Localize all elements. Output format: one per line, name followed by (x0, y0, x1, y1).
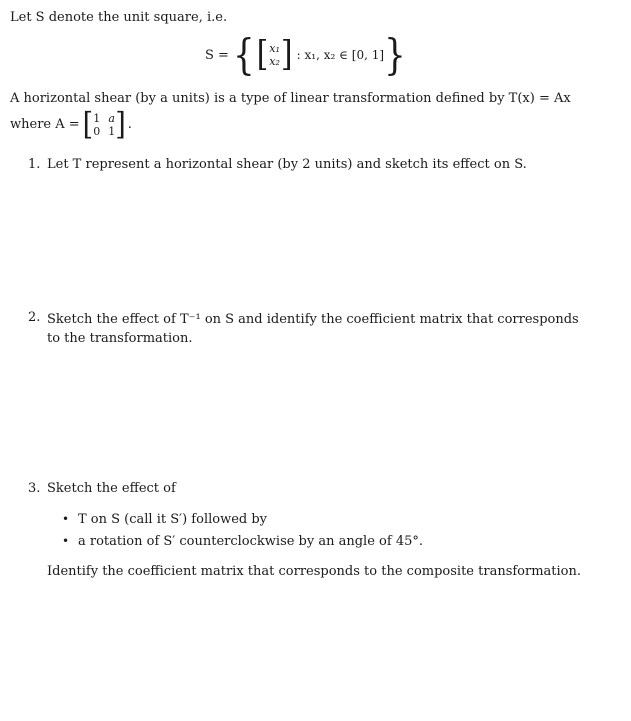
vector-x (256, 34, 293, 75)
matrix-entry: a (108, 111, 115, 125)
vector-entry-2: x₂ (269, 55, 280, 68)
problem-3-bullet-2: a rotation of S′ counterclockwise by an angle of 45°. (78, 534, 423, 549)
shear-definition: A horizontal shear (by a units) is a type of linear transformation defined by T(x) = Ax (10, 91, 571, 106)
intro-line: Let S denote the unit square, i.e. (10, 10, 228, 25)
problem-3-text: Sketch the effect of (47, 481, 176, 496)
bullet-icon: • (62, 534, 70, 548)
matrix-entry: 0 (93, 124, 101, 138)
where-label: where A = (10, 116, 80, 132)
shear-matrix (82, 106, 126, 143)
problem-3-followup: Identify the coefficient matrix that corresponds to the composite transformation. (47, 564, 582, 579)
right-bracket: ] (280, 34, 293, 75)
problem-1-text: Let T represent a horizontal shear (by 2 units) and sketch its effect on S. (47, 157, 527, 172)
matrix-right-bracket: ] (115, 106, 126, 143)
matrix-entry: 1 (93, 111, 101, 125)
period: . (127, 116, 132, 132)
matrix-entry: 1 (108, 124, 116, 138)
set-condition: : x₁, x₂ ∈ [0, 1] (296, 48, 385, 62)
set-lhs: S = (205, 47, 229, 63)
set-definition-equation (205, 30, 406, 80)
left-brace: { (232, 30, 255, 80)
problem-3-number: 3. (28, 481, 41, 496)
problem-1-number: 1. (28, 157, 41, 172)
bullet-icon: • (62, 512, 70, 526)
problem-2-number: 2. (28, 310, 41, 325)
right-brace: } (384, 30, 406, 80)
problem-2-text: Sketch the effect of T⁻¹ on S and identify the coefficient matrix that corresponds to the transformation. (47, 312, 579, 346)
vector-entry-1: x₁ (269, 42, 280, 55)
problem-3-bullet-1: T on S (call it S′) followed by (78, 512, 268, 527)
matrix-definition (10, 106, 132, 143)
left-bracket: [ (256, 34, 269, 75)
matrix-left-bracket: [ (82, 106, 94, 143)
